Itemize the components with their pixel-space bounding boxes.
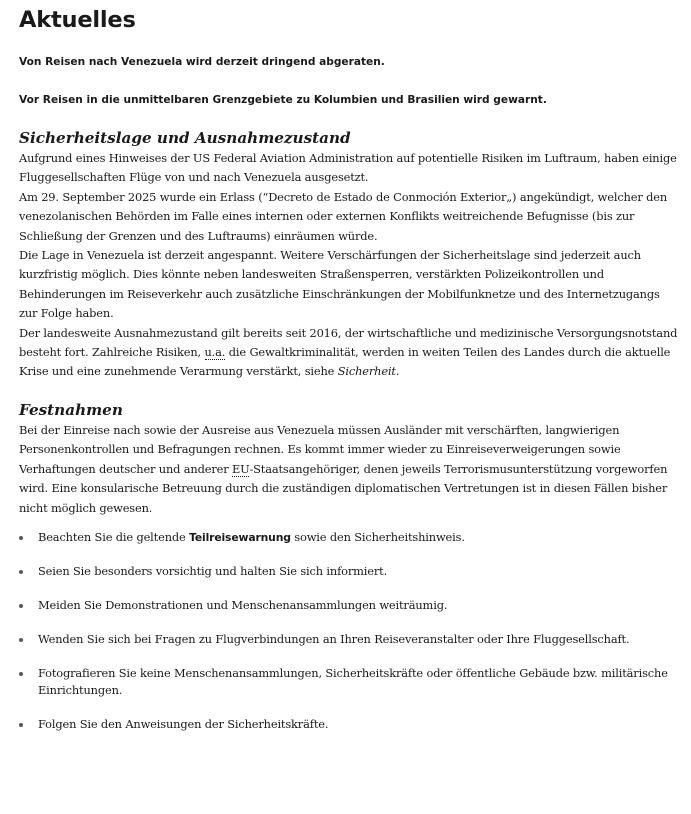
section-heading-security: Sicherheitslage und Ausnahmezustand	[19, 129, 351, 147]
list-item-text: Wenden Sie sich bei Fragen zu Flugverbindungen an Ihren Reiseveranstalter oder Ihre Fluggesellschaft.	[38, 631, 630, 646]
text-run: .	[395, 364, 400, 379]
bullet-icon	[19, 638, 23, 642]
list-item-text: Meiden Sie Demonstrationen und Menschenansammlungen weiträumig.	[38, 597, 448, 612]
paragraph-decree: Am 29. September 2025 wurde ein Erlass (“Decreto de Estado de Conmoción Exterior„) angekündigt, welcher den venezolanischen Behörden im Falle eines internen oder externen Konflikts weitreichende Befugnisse (bis zur Schließung der Grenzen und des Luftraums) einräumen würde.	[19, 189, 668, 243]
page-title: Aktuelles	[19, 7, 136, 33]
list-item-text: Fotografieren Sie keine Menschenansammlungen, Sicherheitskräfte oder öffentliche Gebäude bzw. militärische Einrichtungen.	[38, 665, 668, 698]
partial-travel-warning-link[interactable]: Teilreisewarnung	[189, 530, 291, 544]
list-item-text: Folgen Sie den Anweisungen der Sicherheitskräfte.	[38, 717, 329, 732]
text-run: Beachten Sie die geltende	[38, 529, 190, 544]
security-link[interactable]: Sicherheit	[337, 364, 396, 379]
text-run: die Gewaltkriminalität, werden in weiten Teilen des Landes durch die aktuelle Krise und eine zunehmende Verarmung verstärkt, siehe	[19, 345, 671, 379]
list-item	[19, 563, 681, 581]
text-run: sowie den Sicherheitshinweis.	[290, 529, 465, 544]
text-run: -Staatsangehöriger, denen jeweils Terrorismusunterstützung vorgeworfen wird. Eine konsularische Betreuung durch die zuständigen diplomatischen Vertretungen ist in diesen Fällen bisher nicht möglich gewesen.	[19, 461, 668, 515]
list-item-text: Seien Sie besonders vorsichtig und halten Sie sich informiert.	[38, 563, 388, 578]
bullet-icon	[19, 536, 23, 540]
text-run: Der landesweite Ausnahmezustand gilt bereits seit 2016, der wirtschaftliche und medizinische Versorgungsnotstand besteht fort. Zahlreiche Risiken,	[19, 325, 678, 360]
list-item	[19, 529, 681, 547]
paragraph-airspace: Aufgrund eines Hinweises der US Federal Aviation Administration auf potentielle Risiken im Luftraum, haben einige Fluggesellschaften Flüge von und nach Venezuela ausgesetzt.	[19, 151, 677, 185]
section-heading-arrests: Festnahmen	[19, 400, 123, 419]
list-item	[19, 631, 681, 649]
list-item	[19, 665, 681, 700]
travel-warning-alert: Von Reisen nach Venezuela wird derzeit dringend abgeraten.	[19, 56, 385, 68]
paragraph-tension: Die Lage in Venezuela ist derzeit angespannt. Weitere Verschärfungen der Sicherheitslage sind jederzeit auch kurzfristig möglich. Dies könnte neben landesweiten Straßensperren, verstärkten Polizeikontrollen und Behinderungen im Reiseverkehr auch zusätzliche Einschränkungen der Mobilfunknetze und des Internetzugangs zur Folge haben.	[19, 248, 660, 321]
list-item	[19, 716, 681, 734]
text-run: Bei der Einreise nach sowie der Ausreise aus Venezuela müssen Ausländer mit verschärften, langwierigen Personenkontrollen und Befragungen rechnen. Es kommt immer wieder zu Einreiseverweigerungen sowie Verhaftungen deutscher und anderer	[19, 422, 621, 476]
advice-list	[19, 529, 681, 734]
bullet-icon	[19, 604, 23, 608]
abbreviation-eu[interactable]: EU	[232, 461, 250, 476]
bullet-icon	[19, 672, 23, 676]
paragraph-arrests	[19, 421, 681, 518]
border-warning-alert: Vor Reisen in die unmittelbaren Grenzgebiete zu Kolumbien und Brasilien wird gewarnt.	[19, 94, 547, 106]
bullet-icon	[19, 570, 23, 574]
abbreviation-ua[interactable]: u.a.	[204, 345, 226, 360]
list-item	[19, 597, 681, 615]
bullet-icon	[19, 723, 23, 727]
paragraph-emergency	[19, 324, 681, 382]
